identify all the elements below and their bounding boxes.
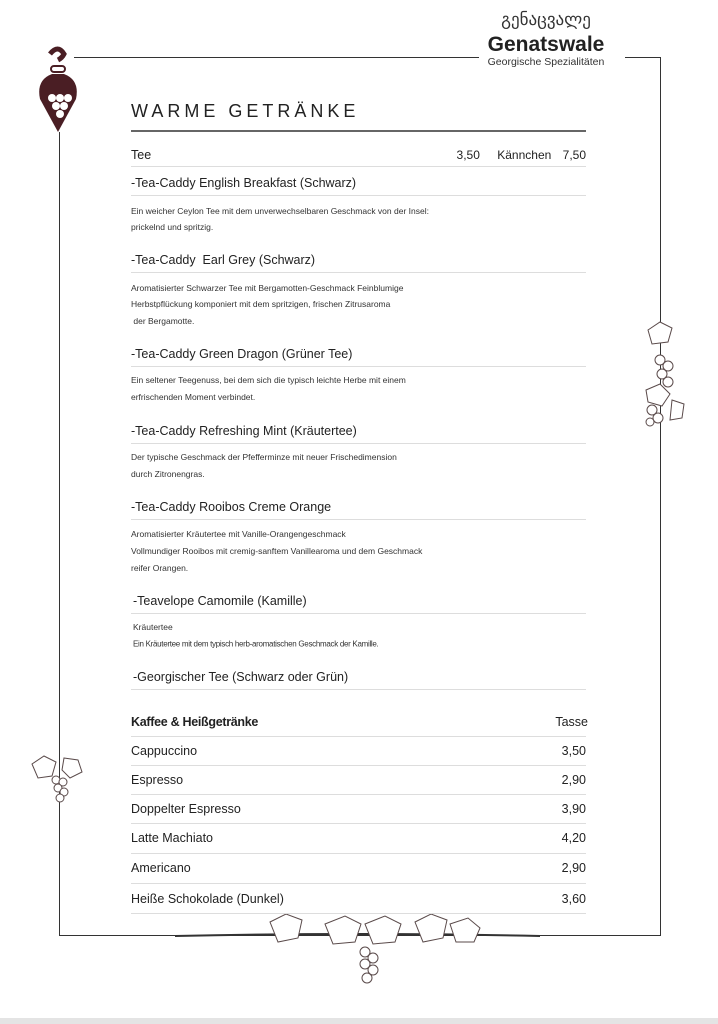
bottom-vine-ornament	[175, 912, 540, 987]
divider	[131, 853, 586, 854]
divider	[131, 166, 586, 167]
tea-item-desc: Vollmundiger Rooibos mit cremig-sanftem Vanillearoma und dem Geschmack	[131, 546, 423, 556]
tea-price-pot: 7,50	[562, 148, 586, 162]
tea-item-desc: Ein Kräutertee mit dem typisch herb-aromatischen Geschmack der Kamille.	[133, 639, 379, 649]
divider	[131, 272, 586, 273]
frame-top-left	[74, 57, 479, 58]
page-title: WARME GETRÄNKE	[131, 101, 360, 121]
coffee-item-price: 3,50	[561, 744, 586, 758]
divider	[131, 613, 586, 614]
divider	[131, 823, 586, 824]
grape-vine-icon	[638, 320, 688, 430]
tea-item-desc: Ein weicher Ceylon Tee mit dem unverwechselbaren Geschmack von der Insel:	[131, 206, 429, 216]
logo	[466, 10, 626, 68]
title-divider	[131, 130, 586, 132]
grape-cluster-icon	[28, 750, 88, 810]
tea-item-name: -Tea-Caddy Refreshing Mint (Kräutertee)	[131, 424, 357, 438]
coffee-item-name: Doppelter Espresso	[131, 802, 241, 816]
divider	[131, 883, 586, 884]
tea-item-desc: Aromatisierter Schwarzer Tee mit Bergamotten-Geschmack Feinblumige	[131, 283, 404, 293]
wine-jug-icon	[34, 44, 84, 134]
tea-item-desc: Kräutertee	[133, 622, 173, 632]
coffee-item-name: Espresso	[131, 773, 184, 787]
divider	[131, 443, 586, 444]
tea-item-name: -Georgischer Tee (Schwarz oder Grün)	[133, 670, 349, 684]
tea-price-cup: 3,50	[456, 148, 480, 162]
divider	[131, 913, 586, 914]
coffee-item-price: 3,60	[561, 892, 586, 906]
frame-right	[660, 57, 661, 935]
coffee-item-name: Heiße Schokolade (Dunkel)	[131, 892, 284, 906]
tea-item-desc: reifer Orangen.	[131, 563, 189, 573]
frame-top-right	[625, 57, 661, 58]
coffee-item-name: Latte Machiato	[131, 831, 213, 845]
tea-item-desc: durch Zitronengras.	[131, 469, 205, 479]
tea-item-name: -Teavelope Camomile (Kamille)	[133, 594, 307, 608]
divider	[131, 689, 586, 690]
coffee-item-price: 2,90	[561, 773, 586, 787]
tea-pot-label: Kännchen	[497, 148, 552, 162]
tea-label: Tee	[131, 148, 152, 162]
logo-subtitle: Georgische Spezialitäten	[487, 56, 605, 68]
divider	[131, 736, 586, 737]
tea-item-name: -Tea-Caddy Earl Grey (Schwarz)	[131, 253, 316, 267]
logo-script: გენაცვალე	[501, 10, 591, 29]
tea-item-desc: Ein seltener Teegenuss, bei dem sich die typisch leichte Herbe mit einem	[131, 375, 406, 385]
divider	[131, 366, 586, 367]
coffee-item-price: 3,90	[561, 802, 586, 816]
tea-item-desc: Aromatisierter Kräutertee mit Vanille-Orangengeschmack	[131, 529, 346, 539]
tea-item-desc: erfrischenden Moment verbindet.	[131, 392, 256, 402]
tea-item-desc: prickelnd und spritzig.	[131, 222, 214, 232]
bottom-strip	[0, 1018, 718, 1024]
coffee-item-name: Cappuccino	[131, 744, 198, 758]
logo-name: Genatswale	[487, 33, 605, 56]
divider	[131, 794, 586, 795]
coffee-item-price: 2,90	[561, 861, 586, 875]
frame-left	[59, 132, 60, 935]
coffee-label: Kaffee & Heißgetränke	[131, 715, 259, 729]
tea-item-desc: Der typische Geschmack der Pfefferminze mit neuer Frischedimension	[131, 452, 397, 462]
tea-item-desc: der Bergamotte.	[131, 316, 195, 326]
coffee-unit: Tasse	[555, 715, 588, 729]
coffee-item-price: 4,20	[561, 831, 586, 845]
divider	[131, 195, 586, 196]
tea-item-name: -Tea-Caddy Rooibos Creme Orange	[131, 500, 332, 514]
tea-item-desc: Herbstpflückung komponiert mit dem spritzigen, frischen Zitrusaroma	[131, 299, 391, 309]
divider	[131, 765, 586, 766]
coffee-item-name: Americano	[131, 861, 191, 875]
tea-item-name: -Tea-Caddy Green Dragon (Grüner Tee)	[131, 347, 353, 361]
tea-item-name: -Tea-Caddy English Breakfast (Schwarz)	[131, 176, 357, 190]
divider	[131, 519, 586, 520]
tea-prices	[457, 148, 586, 162]
